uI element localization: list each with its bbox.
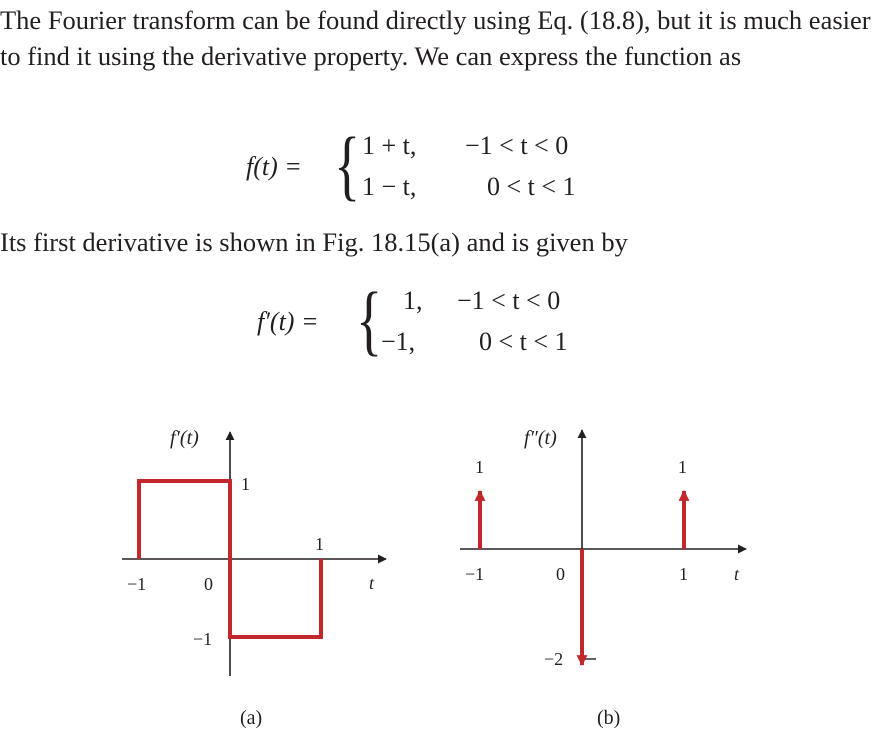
- plot-b-ylabel: f″(t): [524, 427, 557, 449]
- plot-a-caption: (a): [240, 707, 263, 729]
- equation-fprime-row1-cond: −1 < t < 0: [457, 286, 561, 315]
- equation-fprime-lhs: f′(t) =: [257, 307, 319, 336]
- plot-b-label-imp-right: 1: [678, 457, 687, 477]
- plot-a-label-minus-one-x: −1: [127, 574, 147, 594]
- plot-a-label-minus-one-y: −1: [193, 629, 213, 649]
- equation-f-row2-cond: 0 < t < 1: [487, 172, 576, 201]
- plot-b-label-minus-two: −2: [544, 649, 564, 669]
- paragraph-derivative: Its first derivative is shown in Fig. 18.15(a) and is given by: [0, 227, 628, 257]
- equation-fprime-row2-cond: 0 < t < 1: [479, 327, 568, 356]
- plot-b-label-minus-one-x: −1: [465, 564, 485, 584]
- plot-a-label-one-x: 1: [315, 534, 324, 554]
- plot-b-label-one-x: 1: [679, 564, 688, 584]
- plot-a-ylabel: f′(t): [170, 427, 199, 449]
- plot-b-label-zero: 0: [556, 564, 565, 584]
- equation-fprime-row2-expr: −1,: [381, 327, 416, 356]
- equation-fprime-brace: {: [356, 276, 383, 363]
- plot-a-label-zero: 0: [204, 574, 213, 594]
- plot-a-label-one-top: 1: [241, 474, 250, 494]
- plot-a-xlabel: t: [369, 573, 375, 593]
- equation-fprime-row1-expr: 1,: [403, 286, 423, 315]
- paragraph-intro: The Fourier transform can be found directly using Eq. (18.8), but it is much easier to find it using the derivative property. We can express the function as: [0, 5, 871, 71]
- equation-f-row2-expr: 1 − t,: [362, 172, 417, 201]
- equation-f-brace: {: [334, 121, 361, 208]
- plot-b-label-imp-left: 1: [475, 457, 484, 477]
- equation-f-row1-cond: −1 < t < 0: [465, 131, 569, 160]
- plot-b-caption: (b): [597, 707, 621, 729]
- plot-b-xlabel: t: [734, 564, 740, 584]
- equation-f-row1-expr: 1 + t,: [362, 131, 417, 160]
- equation-f-lhs: f(t) =: [246, 152, 302, 181]
- plot-b: [460, 427, 746, 729]
- plot-a: [122, 427, 386, 729]
